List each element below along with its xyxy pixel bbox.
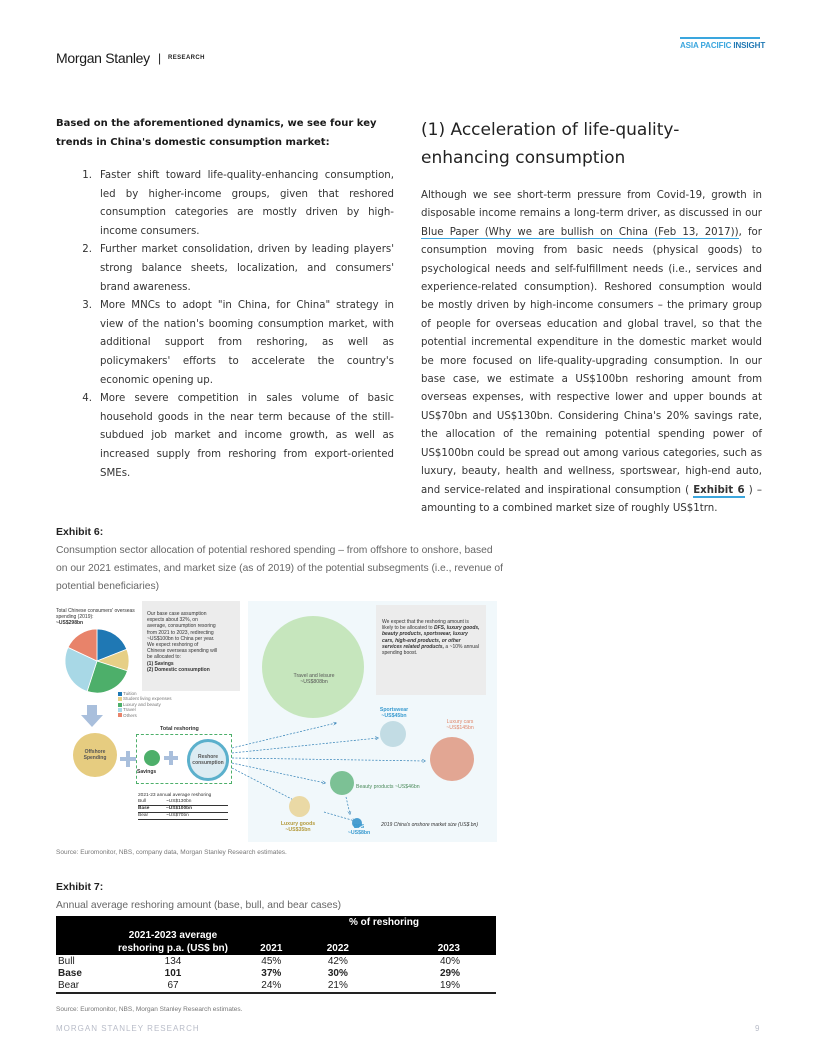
trend-number: 4. — [82, 393, 92, 405]
year-header: 2021 — [260, 943, 283, 954]
trend-text: More MNCs to adopt "in China, for China" strategy in view of the nation's booming consumption market, with additional support from reshoring, as well as policymakers' efforts to accelerate the country's economic opening up. — [100, 300, 394, 386]
base-note-line: average, consumption resoring — [147, 623, 216, 630]
header-accent-rule — [680, 37, 760, 39]
bubble-label-dfs: DFS ~US$8bn — [347, 824, 371, 836]
reshoring-table-title: 2021-23 annual average reshoring — [138, 793, 212, 798]
pie-title: Total Chinese consumers' overseas spending (2019): ~US$298bn — [56, 608, 135, 626]
table-subheader-row — [56, 929, 496, 942]
reshore-consumption-circle: Reshore consumption — [187, 739, 229, 781]
bubble-label-sportswear: Sportswear ~US$45bn — [379, 707, 409, 719]
legend-item: Luxury and beauty — [118, 702, 172, 707]
intro-paragraph: Based on the aforementioned dynamics, we see four key trends in China's domestic consumption market: — [56, 118, 377, 148]
exhibit-6-source: Source: Euromonitor, NBS, company data, Morgan Stanley Research estimates. — [56, 849, 287, 856]
exhibit-6-link[interactable]: Exhibit 6 — [693, 484, 745, 496]
section-title: (1) Acceleration of life-quality-enhancing consumption — [421, 120, 680, 168]
reshoring-row-base: Base ~US$100bn — [138, 806, 228, 813]
pct-cell: 42% — [327, 955, 348, 967]
savings-label: Savings — [137, 769, 157, 775]
exhibit-6-caption: Consumption sector allocation of potential reshored spending – from offshore to onshore, based on our 2021 estimates, and market size (as of 2019) of the potential subsegments (i.e., revenue of potential beneficiaries) — [56, 545, 504, 592]
base-note-domestic: (2) Domestic consumption — [147, 666, 210, 673]
trend-text: More severe competition in sales volume of basic household goods in the near term because of the still-subdued job market and income growth, as well as increased supply from reshoring from export-oriented SMEs. — [100, 393, 394, 479]
year-header: 2023 — [437, 943, 460, 954]
avg-col-header-2: reshoring p.a. (US$ bn) — [117, 943, 228, 954]
header-section: RESEARCH — [168, 55, 205, 61]
case-cell: Bull — [58, 955, 75, 967]
pie-total: ~US$298bn — [56, 620, 84, 626]
bubble-travel-leisure — [262, 616, 364, 718]
pct-cell: 37% — [261, 968, 282, 980]
case-cell: Base — [58, 968, 82, 980]
avg-col-header-1: 2021-2023 average — [128, 930, 218, 941]
legend-item: Student living expenses — [118, 696, 172, 701]
table-group-header-row — [56, 916, 496, 929]
bubble-label-beauty-products: Beauty products ~US$46bn — [356, 784, 420, 790]
arrow-beauty-dfs — [346, 797, 350, 814]
avg-cell: 134 — [164, 955, 182, 967]
bubble-label-luxury-goods: Luxury goods ~US$35bn — [280, 821, 316, 833]
exhibit-7-caption: Annual average reshoring amount (base, bull, and bear cases) — [56, 900, 342, 911]
arrow-beauty — [232, 763, 325, 783]
base-note-line: be allocated to: — [147, 654, 181, 661]
para-end: ) – amounting to a combined market size of roughly US$1trn. — [421, 484, 762, 514]
base-note-line: Chinese overseas spending will — [147, 648, 218, 655]
legend-item: Others — [118, 713, 172, 718]
trend-text: Faster shift toward life-quality-enhancing consumption, led by higher-income groups, given that reshored consumption categories are mostly driven by high-income consumers. — [100, 170, 394, 237]
base-note-line: Our base case assumption — [147, 611, 207, 617]
reshoring-table — [56, 916, 496, 994]
pct-cell: 29% — [439, 968, 460, 980]
series-suffix: INSIGHT — [733, 41, 766, 50]
reshoring-row-bear: Bear ~US$70bn — [138, 813, 228, 820]
reshoring-row-bull: Bull ~US$130bn — [138, 799, 228, 806]
brand-logo: Morgan Stanley — [56, 50, 150, 66]
arrow-luxury-cars — [232, 758, 425, 761]
pct-cell: 19% — [371, 980, 496, 993]
offshore-spending-circle: Offshore Spending — [73, 733, 117, 777]
market-size-note: 2019 China's onshore market size (US$ bn) — [381, 822, 478, 828]
series-label — [680, 41, 765, 50]
pct-cell: 30% — [327, 968, 348, 980]
trend-text: Further market consolidation, driven by leading players' strong balance sheets, localization, and consumers' brand awareness. — [100, 244, 394, 293]
para-middle: , for consumption moving from basic needs (physical goods) to psychological needs and self-fulfillment needs (i.e., services and experience-related consumption). Reshored consumption would be mostly driven by high-income consumers – the primary group of people for overseas education and global travel, so that the potential incremental expenditure in the domestic market would be more focused on life-quality-upgrading consumption. In our base case, we estimate a US$100bn reshoring amount from overseas expenses, with respective lower and upper bounds at US$70bn and US$130bn. Considering China's 20% savings rate, the allocation of the remaining potential spending power of US$100bn could be spread out among various categories, such as luxury, beauty, health and wellness, sportswear, high-end auto, and service-related and inspirational consumption ( — [421, 226, 762, 496]
trend-item — [56, 297, 394, 390]
header-separator: | — [158, 51, 162, 65]
group-header: % of reshoring — [348, 917, 419, 928]
base-note-line: from 2021 to 2023, redirecting — [147, 629, 214, 636]
avg-cell: 67 — [108, 980, 238, 993]
bubble-luxury-goods — [289, 796, 310, 817]
allocation-note: We expect that the reshoring amount is likely to be allocated to DFS, luxury goods, beauty products, sportswear, luxury cars, high-end products, or other services related products, a ~10% annual spending boost. — [376, 605, 486, 695]
trend-number: 3. — [82, 300, 92, 312]
total-reshoring-label: Total reshoring — [160, 726, 199, 732]
exhibit-6-label: Exhibit 6: — [56, 526, 104, 538]
trend-list — [56, 167, 394, 483]
base-note-line: We expect reshoring of — [147, 642, 199, 649]
trend-item — [56, 390, 394, 483]
series-prefix: ASIA PACIFIC — [680, 41, 734, 50]
bubble-luxury-cars — [430, 737, 474, 781]
trend-item — [56, 241, 394, 297]
arrow-dfs — [324, 812, 355, 821]
avg-cell: 101 — [164, 968, 182, 980]
bubble-beauty-products — [330, 771, 354, 795]
footer-brand: MORGAN STANLEY RESEARCH — [56, 1024, 200, 1033]
base-note-line: ~US$100bn to China per year. — [147, 635, 215, 642]
table-row — [56, 968, 496, 981]
pct-cell: 45% — [261, 955, 282, 967]
arrow-sportswear — [232, 738, 378, 753]
legend-item: Tuition — [118, 691, 172, 696]
base-note-savings: (1) Savings — [147, 660, 174, 667]
exhibit-7-label: Exhibit 7: — [56, 881, 104, 893]
trend-number: 2. — [82, 244, 92, 256]
trend-number: 1. — [82, 170, 92, 181]
page-number: 9 — [755, 1024, 760, 1033]
exhibit-7-source: Source: Euromonitor, NBS, Morgan Stanley Research estimates. — [56, 1006, 243, 1013]
table-row — [56, 980, 496, 993]
body-paragraph — [421, 187, 762, 518]
base-note-line: expects about 32%, on — [147, 617, 198, 624]
exhibit-6-diagram — [56, 601, 497, 842]
para-start: Although we see short-term pressure from Covid-19, growth in disposable income remains a long-term driver, as discussed in our — [421, 190, 762, 220]
pct-cell: 21% — [305, 980, 372, 993]
legend-item: Travel — [118, 707, 172, 712]
year-header: 2022 — [326, 943, 349, 954]
blue-paper-link[interactable]: Blue Paper (Why we are bullish on China (Feb 13, 2017)) — [421, 226, 739, 238]
pct-cell: 40% — [439, 955, 460, 967]
table-header-row — [56, 942, 496, 955]
bubble-label-luxury-cars: Luxury cars ~US$145bn — [446, 719, 474, 731]
pct-cell: 24% — [238, 980, 305, 993]
bubble-sportswear — [380, 721, 406, 747]
case-cell: Bear — [56, 980, 108, 993]
bubble-label-travel-leisure: Travel and leisure ~US$808bn — [293, 673, 335, 685]
trend-item — [56, 167, 394, 241]
table-row — [56, 955, 496, 968]
